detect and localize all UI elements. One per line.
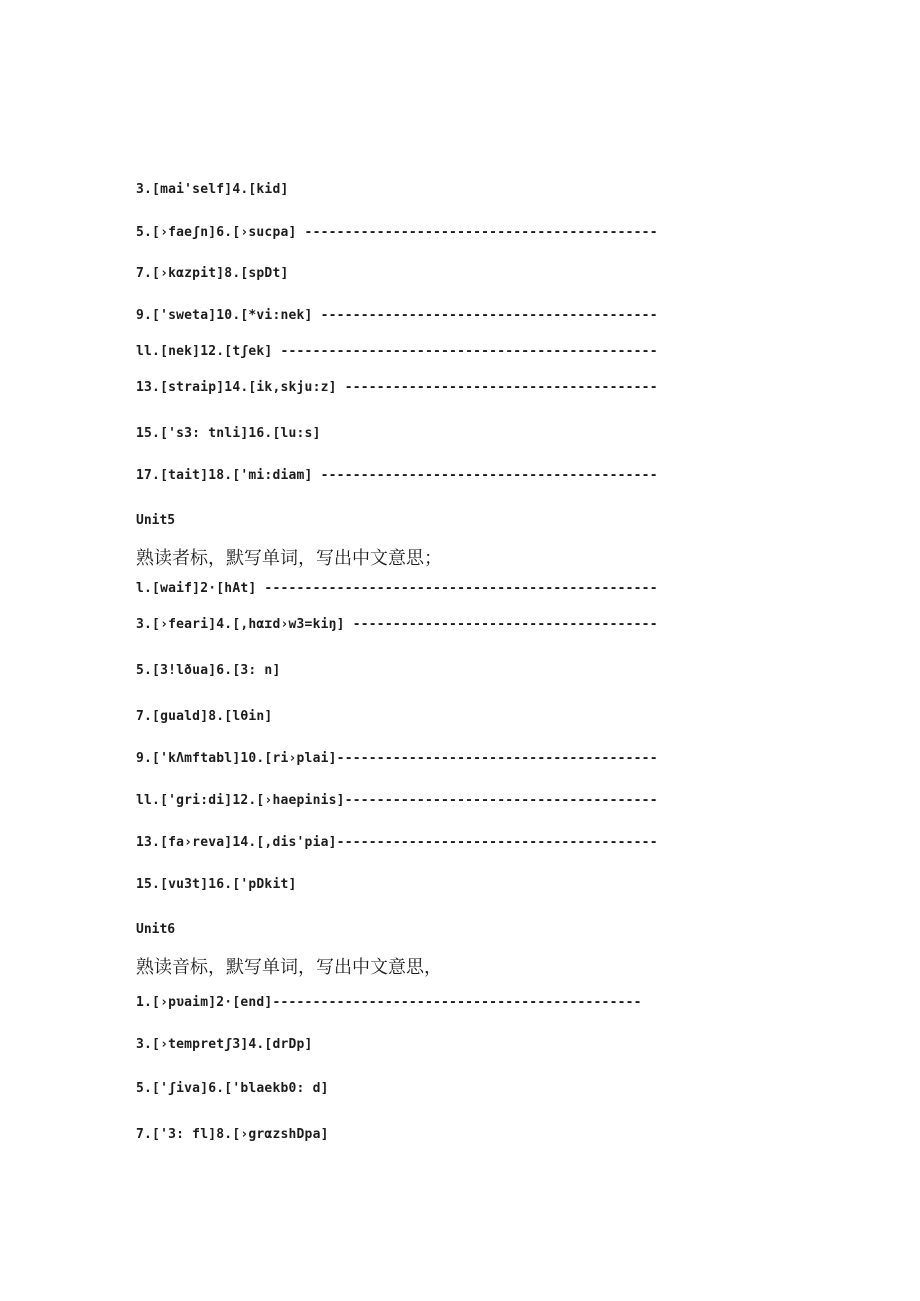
phonetic-line: ll.[nek]12.[tʃek] ----------------------------------------------- — [136, 344, 658, 359]
phonetic-line: 1.[›pυaim]2·[end]---------------------------------------------- — [136, 995, 642, 1010]
phonetic-line: 5.[3!lðua]6.[3: n] — [136, 663, 281, 678]
phonetic-line: 5.[›faeʃn]6.[›sucpa] -------------------------------------------- — [136, 225, 658, 240]
phonetic-line: 9.['sweta]10.[*vi:nek] ------------------------------------------ — [136, 308, 658, 323]
phonetic-line: 15.[vu3t]16.['pDkit] — [136, 877, 297, 892]
unit6-instruction: 熟读音标，默写单词，写出中文意思， — [136, 957, 442, 978]
phonetic-line: 13.[straip]14.[ik,skju:z] --------------------------------------- — [136, 380, 658, 395]
phonetic-line: 7.[›kαzpit]8.[spDt] — [136, 266, 289, 281]
unit6-heading: Unit6 — [136, 922, 176, 937]
unit5-heading: Unit5 — [136, 513, 176, 528]
phonetic-line: 3.[›feari]4.[,hαɪd›w3=kiŋ] -------------------------------------- — [136, 617, 658, 632]
phonetic-line: 5.['ʃiva]6.['blaekb0: d] — [136, 1081, 329, 1096]
phonetic-line: 3.[›tempretʃ3]4.[drDp] — [136, 1037, 313, 1052]
phonetic-line: 13.[fa›reva]14.[,dis'pia]---------------------------------------- — [136, 835, 658, 850]
phonetic-line: 9.['kΛmftabl]10.[ri›plai]---------------------------------------- — [136, 751, 658, 766]
phonetic-line: 3.[mai'self]4.[kid] — [136, 182, 289, 197]
phonetic-line: ll.['gri:di]12.[›haepinis]--------------------------------------- — [136, 793, 658, 808]
phonetic-line: 17.[tait]18.['mi:diam] ------------------------------------------ — [136, 468, 658, 483]
unit5-instruction: 熟读者标，默写单词，写出中文意思； — [136, 548, 442, 569]
phonetic-line: 7.[guald]8.[lθin] — [136, 709, 273, 724]
phonetic-line: 7.['3: fl]8.[›grαzshDpa] — [136, 1127, 329, 1142]
phonetic-line: l.[waif]2·[hAt] ------------------------------------------------- — [136, 581, 658, 596]
phonetic-line: 15.['s3: tnli]16.[lu:s] — [136, 426, 321, 441]
